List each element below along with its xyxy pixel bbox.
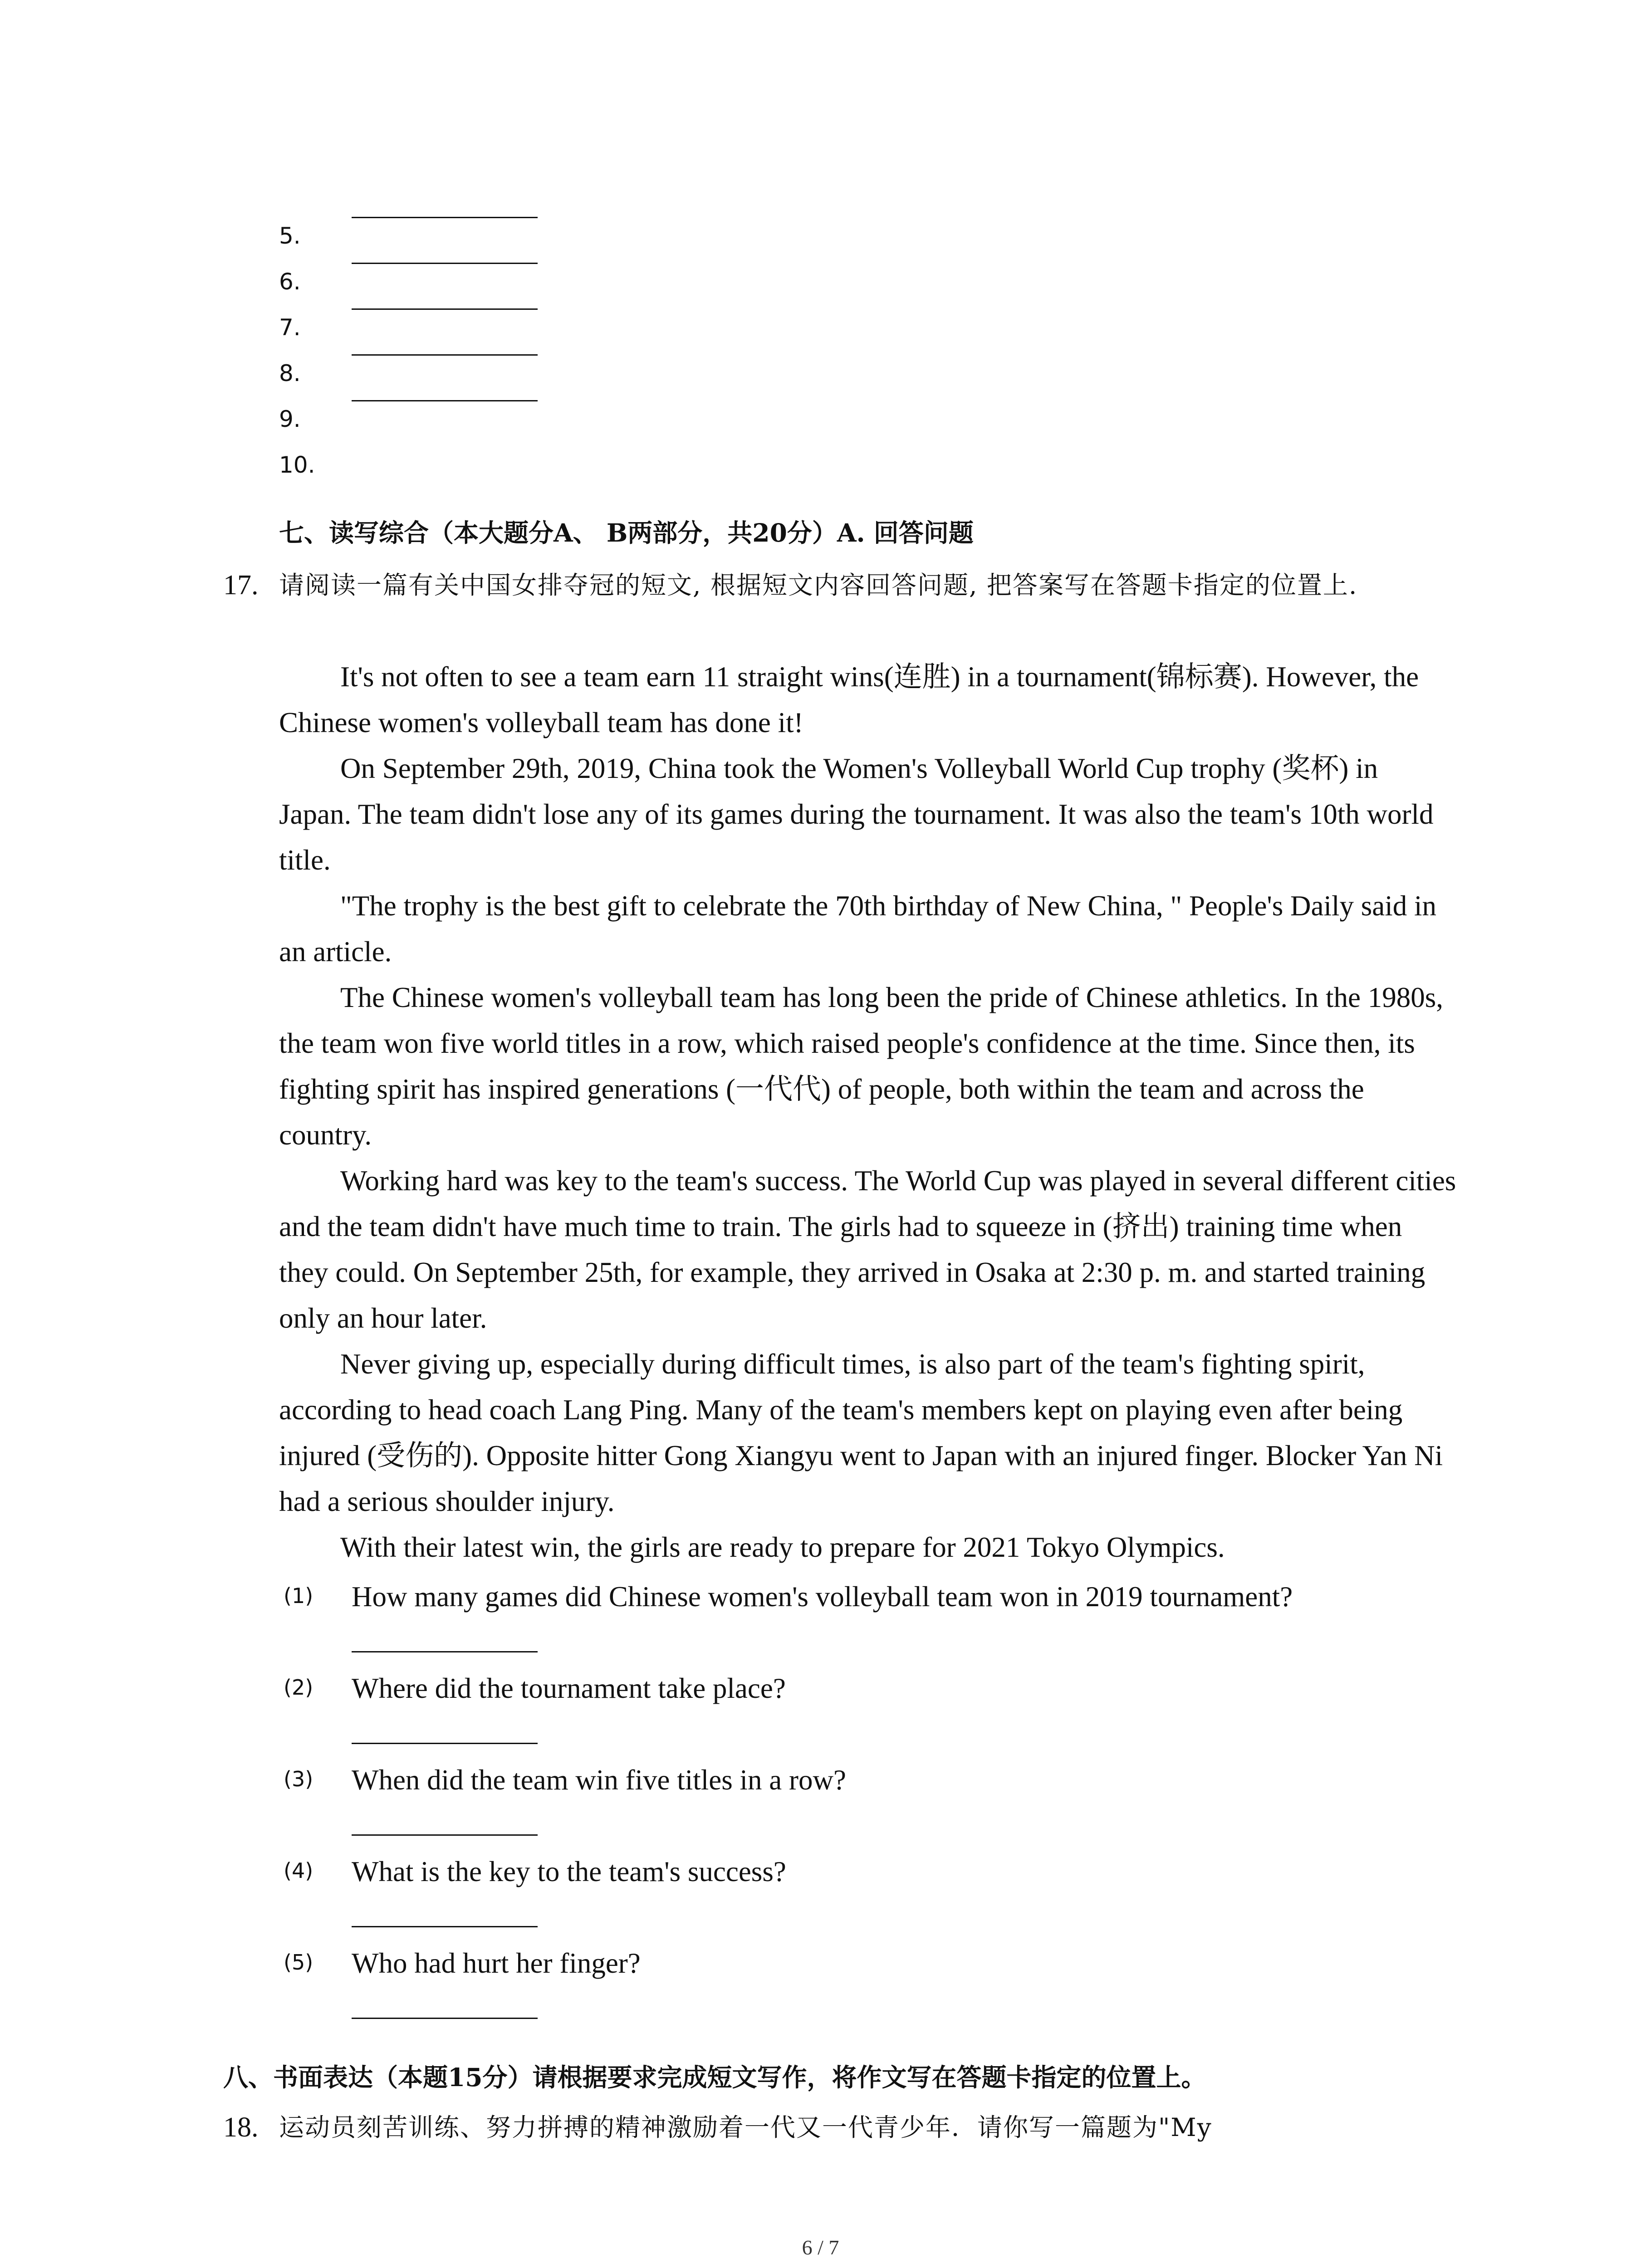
section-heading: 八、书面表达（本题15分）请根据要求完成短文写作，将作文写在答题卡指定的位置上。 [223,2063,1206,2092]
sub-question [279,1666,1504,1756]
sub-question-text: How many games did Chinese women's volleyball team won in 2019 tournament? [352,1581,1293,1613]
passage-paragraph: Working hard was key to the team's success. The World Cup was played in several different cities and the team didn't have much time to train. The girls had to squeeze in (挤出) training time when they could. On September 25th, for example, they arrived in Osaka at 2:30 p. m. and started training only an hour later. [279,1165,1456,1334]
sub-question-text: When did the team win five titles in a row? [352,1764,846,1796]
sub-question [279,1757,1504,1848]
sub-question [279,1849,1504,1940]
sub-question-label: (5) [284,1950,314,1975]
page-number: 6 / 7 [802,2236,839,2259]
reading-passage [279,654,1456,1570]
sub-question-label: (1) [284,1584,314,1608]
sub-question-text: Where did the tournament take place? [352,1672,786,1704]
sub-question-label: (4) [284,1858,314,1883]
question-instruction: 请阅读一篇有关中国女排夺冠的短文, 根据短文内容回答问题, 把答案写在答题卡指定的位置上. [279,571,1358,600]
answer-blank[interactable] [352,217,538,218]
section-heading: 七、读写综合（本大题分A、 B两部分，共20分）A. 回答问题 [279,518,974,547]
answer-blank[interactable] [352,308,538,310]
question-number: 18. [223,2112,259,2143]
answer-blank[interactable] [352,2018,538,2019]
answer-blank[interactable] [352,1651,538,1652]
answer-blank[interactable] [352,354,538,356]
passage-paragraph: It's not often to see a team earn 11 straight wins(连胜) in a tournament(锦标赛). However, the Chinese women's volleyball team has done it! [279,661,1419,738]
blank-number: 9. [279,406,301,432]
blank-number: 8. [279,360,301,386]
blank-number: 6. [279,269,301,295]
passage-paragraph: The Chinese women's volleyball team has long been the pride of Chinese athletics. In the 1980s, the team won five world titles in a row, which raised people's confidence at the time. Since then, its fighting spirit has inspired generations (一代代) of people, both within the team and across the country. [279,982,1444,1151]
answer-blank[interactable] [352,1743,538,1744]
answer-blank[interactable] [352,400,538,401]
answer-blank[interactable] [352,263,538,264]
passage-paragraph: On September 29th, 2019, China took the Women's Volleyball World Cup trophy (奖杯) in Japan. The team didn't lose any of its games during the tournament. It was also the team's 10th world title. [279,753,1434,876]
sub-question-label: (2) [284,1675,314,1700]
blank-number: 10. [279,452,315,478]
question-number: 17. [223,570,259,601]
passage-paragraph: "The trophy is the best gift to celebrate the 70th birthday of New China, " People's Daily said in an article. [279,890,1436,968]
answer-blank[interactable] [352,1834,538,1836]
passage-paragraph: Never giving up, especially during difficult times, is also part of the team's fighting spirit, according to head coach Lang Ping. Many of the team's members kept on playing even after being injured (受伤的). Opposite hitter Gong Xiangyu went to Japan with an injured finger. Blocker Yan Ni had a serious shoulder injury. [279,1348,1443,1517]
sub-question [279,1574,1504,1665]
answer-blank[interactable] [352,1926,538,1927]
blank-number: 5. [279,223,301,249]
blank-number: 7. [279,314,301,341]
sub-question [279,1941,1504,2031]
passage-paragraph: With their latest win, the girls are ready to prepare for 2021 Tokyo Olympics. [340,1531,1225,1563]
sub-question-text: What is the key to the team's success? [352,1856,786,1887]
question-instruction: 运动员刻苦训练、努力拼搏的精神激励着一代又一代青少年．请你写一篇题为"My [279,2113,1212,2142]
sub-question-text: Who had hurt her finger? [352,1947,641,1979]
sub-question-label: (3) [284,1767,314,1791]
